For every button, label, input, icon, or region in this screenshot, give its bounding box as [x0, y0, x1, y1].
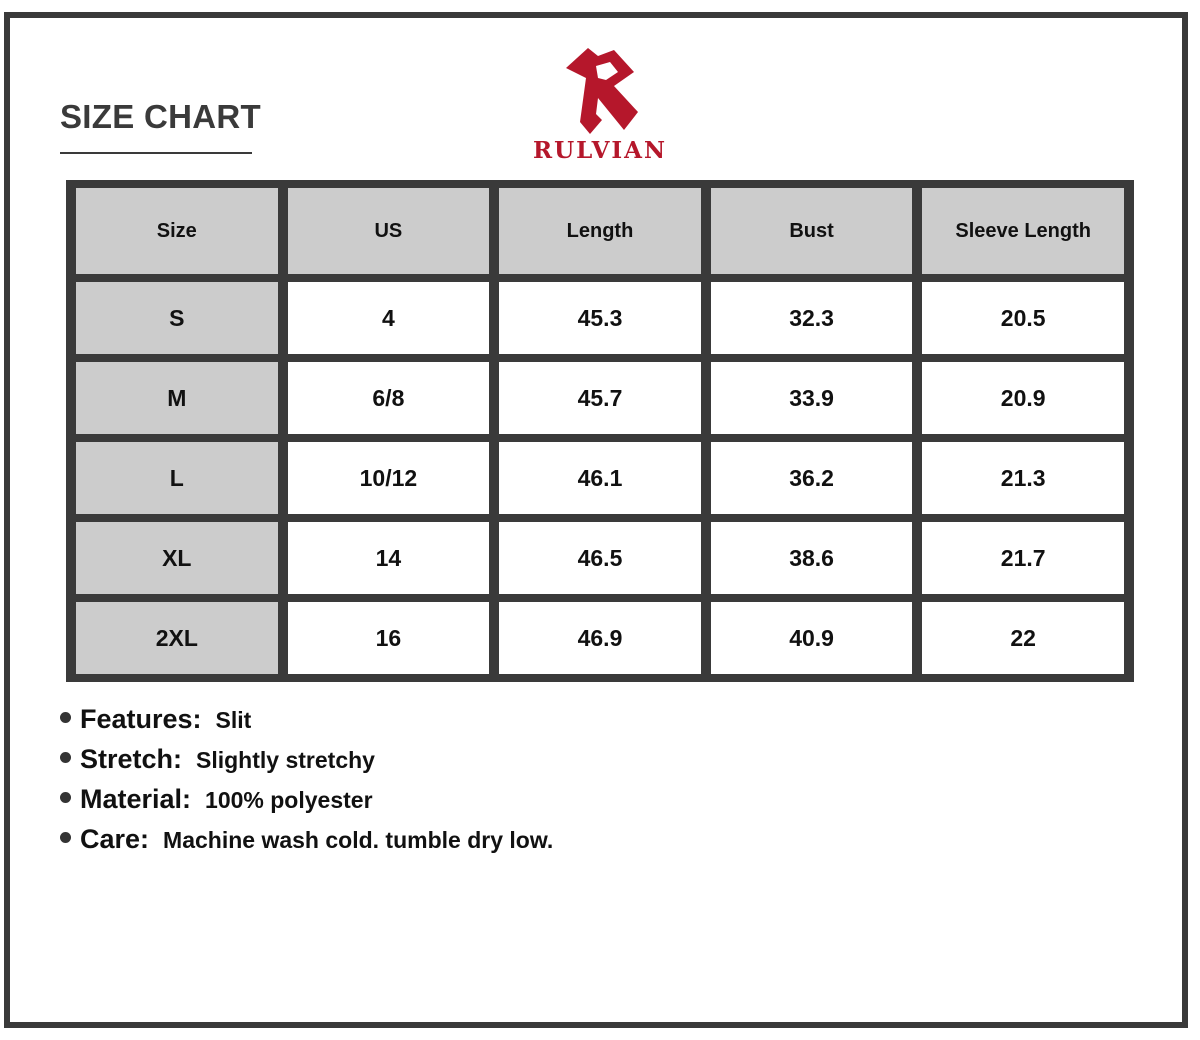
spec-value: Slightly stretchy [196, 747, 375, 773]
sleeve-length-cell: 22 [922, 602, 1124, 674]
spec-features [60, 704, 553, 744]
spec-material [60, 784, 553, 824]
column-header-sleeve-length: Sleeve Length [922, 188, 1124, 274]
brand-name: RULVIAN [532, 137, 668, 164]
size-table [66, 180, 1134, 682]
table-row [76, 522, 1124, 594]
size-cell: M [76, 362, 278, 434]
spec-value: 100% polyester [205, 787, 373, 813]
table-header-row [76, 188, 1124, 274]
spec-value: Machine wash cold. tumble dry low. [163, 827, 554, 853]
bullet-icon [60, 832, 71, 843]
column-header-bust: Bust [711, 188, 913, 274]
page-title: SIZE CHART [60, 98, 261, 135]
brand-logo [520, 42, 680, 167]
r-monogram-icon [558, 42, 642, 134]
length-cell: 46.9 [499, 602, 701, 674]
sleeve-length-cell: 21.3 [922, 442, 1124, 514]
bust-cell: 33.9 [711, 362, 913, 434]
size-cell: XL [76, 522, 278, 594]
bullet-icon [60, 792, 71, 803]
column-header-size: Size [76, 188, 278, 274]
us-cell: 14 [288, 522, 490, 594]
spec-stretch [60, 744, 553, 784]
spec-label: Care: [80, 824, 150, 854]
column-header-length: Length [499, 188, 701, 274]
size-cell: 2XL [76, 602, 278, 674]
bust-cell: 40.9 [711, 602, 913, 674]
length-cell: 45.7 [499, 362, 701, 434]
spec-label: Stretch: [80, 744, 183, 774]
bust-cell: 36.2 [711, 442, 913, 514]
table-row [76, 442, 1124, 514]
us-cell: 16 [288, 602, 490, 674]
us-cell: 10/12 [288, 442, 490, 514]
spec-value: Slit [215, 707, 252, 733]
table-row [76, 362, 1124, 434]
spec-label: Features: [80, 704, 202, 734]
sleeve-length-cell: 20.9 [922, 362, 1124, 434]
sleeve-length-cell: 21.7 [922, 522, 1124, 594]
sleeve-length-cell: 20.5 [922, 282, 1124, 354]
bullet-icon [60, 752, 71, 763]
table-row [76, 602, 1124, 674]
column-header-us: US [288, 188, 490, 274]
us-cell: 4 [288, 282, 490, 354]
table-row [76, 282, 1124, 354]
product-specs [60, 704, 553, 864]
us-cell: 6/8 [288, 362, 490, 434]
bust-cell: 38.6 [711, 522, 913, 594]
bust-cell: 32.3 [711, 282, 913, 354]
length-cell: 45.3 [499, 282, 701, 354]
spec-label: Material: [80, 784, 192, 814]
length-cell: 46.1 [499, 442, 701, 514]
size-cell: S [76, 282, 278, 354]
length-cell: 46.5 [499, 522, 701, 594]
bullet-icon [60, 712, 71, 723]
title-underline [60, 152, 252, 154]
size-cell: L [76, 442, 278, 514]
spec-care [60, 824, 553, 864]
